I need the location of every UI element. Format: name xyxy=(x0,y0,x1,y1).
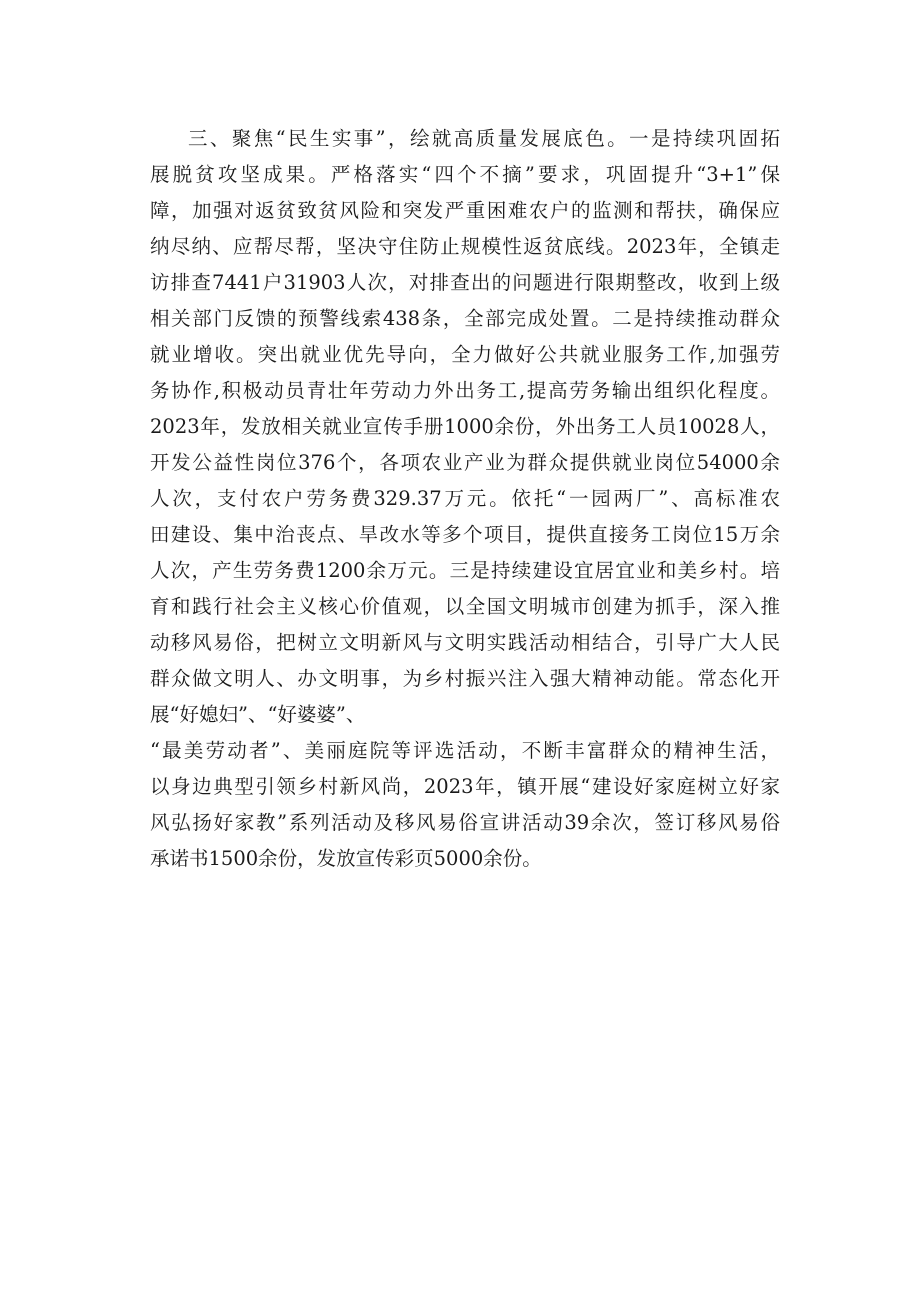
paragraph-line-9: 2023年，发放相关就业宣传手册1000余份，外出务工人员10028人， xyxy=(150,415,780,438)
paragraph-line-8: 务协作,积极动员青壮年劳动力外出务工,提高劳务输出组织化程度。 xyxy=(150,379,780,402)
paragraph-line-1: 三、聚焦“民生实事”，绘就高质量发展底色。一是持续巩固拓 xyxy=(188,127,780,150)
paragraph-line-12: 田建设、集中治丧点、旱改水等多个项目，提供直接务工岗位15万余 xyxy=(150,523,780,546)
paragraph-line-13: 人次，产生劳务费1200余万元。三是持续建设宜居宜业和美乡村。培 xyxy=(150,559,780,582)
paragraph-line-19: 以身边典型引领乡村新风尚，2023年，镇开展“建设好家庭树立好家 xyxy=(150,775,780,798)
paragraph-line-4: 纳尽纳、应帮尽帮，坚决守住防止规模性返贫底线。2023年，全镇走 xyxy=(150,235,780,258)
paragraph-line-5: 访排查7441户31903人次，对排查出的问题进行限期整改，收到上级 xyxy=(150,271,780,294)
paragraph-line-17: 展“好媳妇”、“好婆婆”、 xyxy=(150,703,366,726)
paragraph-line-11: 人次，支付农户劳务费329.37万元。依托“一园两厂”、高标准农 xyxy=(150,487,780,510)
paragraph-line-10: 开发公益性岗位376个，各项农业产业为群众提供就业岗位54000余 xyxy=(150,451,780,474)
paragraph-line-6: 相关部门反馈的预警线索438条，全部完成处置。二是持续推动群众 xyxy=(150,307,780,330)
paragraph-line-21: 承诺书1500余份，发放宣传彩页5000余份。 xyxy=(150,847,542,870)
paragraph-line-3: 障，加强对返贫致贫风险和突发严重困难农户的监测和帮扶，确保应 xyxy=(150,199,780,222)
paragraph-line-18: “最美劳动者”、美丽庭院等评选活动，不断丰富群众的精神生活， xyxy=(150,739,780,762)
paragraph-line-16: 群众做文明人、办文明事，为乡村振兴注入强大精神动能。常态化开 xyxy=(150,667,780,690)
paragraph-line-20: 风弘扬好家教”系列活动及移风易俗宣讲活动39余次，签订移风易俗 xyxy=(150,811,780,834)
paragraph-line-15: 动移风易俗，把树立文明新风与文明实践活动相结合，引导广大人民 xyxy=(150,631,780,654)
paragraph-line-7: 就业增收。突出就业优先导向，全力做好公共就业服务工作,加强劳 xyxy=(150,343,780,366)
paragraph-line-2: 展脱贫攻坚成果。严格落实“四个不摘”要求，巩固提升“3+1”保 xyxy=(150,163,780,186)
paragraph-line-14: 育和践行社会主义核心价值观，以全国文明城市创建为抓手，深入推 xyxy=(150,595,780,618)
